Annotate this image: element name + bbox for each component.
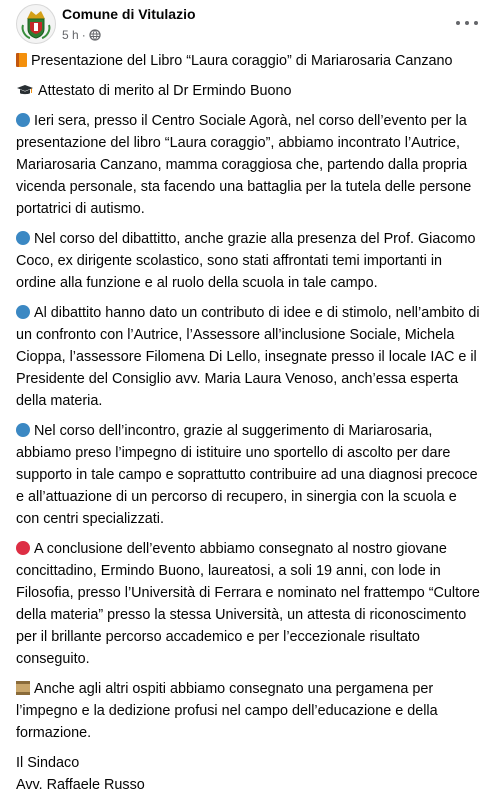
book-icon <box>16 53 27 67</box>
signature-name: Avv. Raffaele Russo <box>16 777 145 793</box>
blue-circle-icon <box>16 113 30 127</box>
post-paragraph-title <box>16 50 482 72</box>
paragraph-text: Nel corso del dibattitto, anche grazie alla presenza del Prof. Giacomo Coco, ex dirigente scolastico, sono stati affrontati temi importanti in ordine alla funzione e al ruolo della scuola in tale campo. <box>16 231 476 291</box>
coat-of-arms-icon <box>17 5 55 43</box>
paragraph-text: Ieri sera, presso il Centro Sociale Agorà, nel corso dell’evento per la presentazione del libro “Laura coraggio”, abbiamo incontrato l’Autrice, Mariarosaria Canzano, mamma coraggiosa che, partendo dalla propria vicenda personale, sta facendo una battaglia per la tutela delle persone portatrici di autismo. <box>16 113 472 217</box>
page-name[interactable]: Comune di Vitulazio <box>62 6 196 22</box>
blue-circle-icon <box>16 423 30 437</box>
post-paragraph <box>16 228 482 294</box>
blue-circle-icon <box>16 231 30 245</box>
post-header <box>16 4 478 44</box>
post-paragraph <box>16 678 482 744</box>
post-paragraph-subtitle <box>16 80 482 102</box>
title-line: Presentazione del Libro “Laura coraggio” di Mariarosaria Canzano <box>31 53 453 69</box>
more-options-icon[interactable] <box>456 16 478 30</box>
post-paragraph <box>16 302 482 412</box>
post-body <box>16 50 482 796</box>
paragraph-text: Anche agli altri ospiti abbiamo consegnato una pergamena per l’impegno e la dedizione profusi nel campo dell’educazione e della formazione. <box>16 681 438 741</box>
meta-separator: · <box>81 28 86 42</box>
post-meta <box>62 28 101 42</box>
paragraph-text: Nel corso dell’incontro, grazie al suggerimento di Mariarosaria, abbiamo preso l’impegno di istituire uno sportello di ascolto per dare supporto in tale campo e soprattutto contribuire ad una diagnosi precoce e all’attuazione di un percorso di recupero, in sinergia con la scuola e con centri specializzati. <box>16 423 478 527</box>
blue-circle-icon <box>16 305 30 319</box>
post-paragraph <box>16 420 482 530</box>
red-circle-icon <box>16 541 30 555</box>
page-avatar[interactable] <box>16 4 56 44</box>
post-time[interactable]: 5 h <box>62 28 79 42</box>
paragraph-text: A conclusione dell’evento abbiamo consegnato al nostro giovane concittadino, Ermindo Buono, laureatosi, a soli 19 anni, con lode in Filosofia, presso l’Università di Ferrara e nominato nel frattempo “Cultore della materia” presso la stessa Università, un attesta di riconoscimento per il brillante percorso accademico e per l’eccezionale risultato conseguito. <box>16 541 480 667</box>
post-paragraph <box>16 110 482 220</box>
globe-icon[interactable] <box>89 29 101 41</box>
post-paragraph <box>16 538 482 670</box>
graduation-cap-icon <box>16 84 34 96</box>
signature-title: Il Sindaco <box>16 755 80 771</box>
scroll-icon <box>16 681 30 695</box>
subtitle-line: Attestato di merito al Dr Ermindo Buono <box>38 83 292 99</box>
paragraph-text: Al dibattito hanno dato un contributo di idee e di stimolo, nell’ambito di un confronto con l’Autrice, l’Assessore all’inclusione Sociale, Michela Cioppa, l’assessore Filomena Di Lello, insegnate presso il locale IAC e il Presidente del Consiglio avv. Maria Laura Venoso, anch’essa esperta della materia. <box>16 305 480 409</box>
